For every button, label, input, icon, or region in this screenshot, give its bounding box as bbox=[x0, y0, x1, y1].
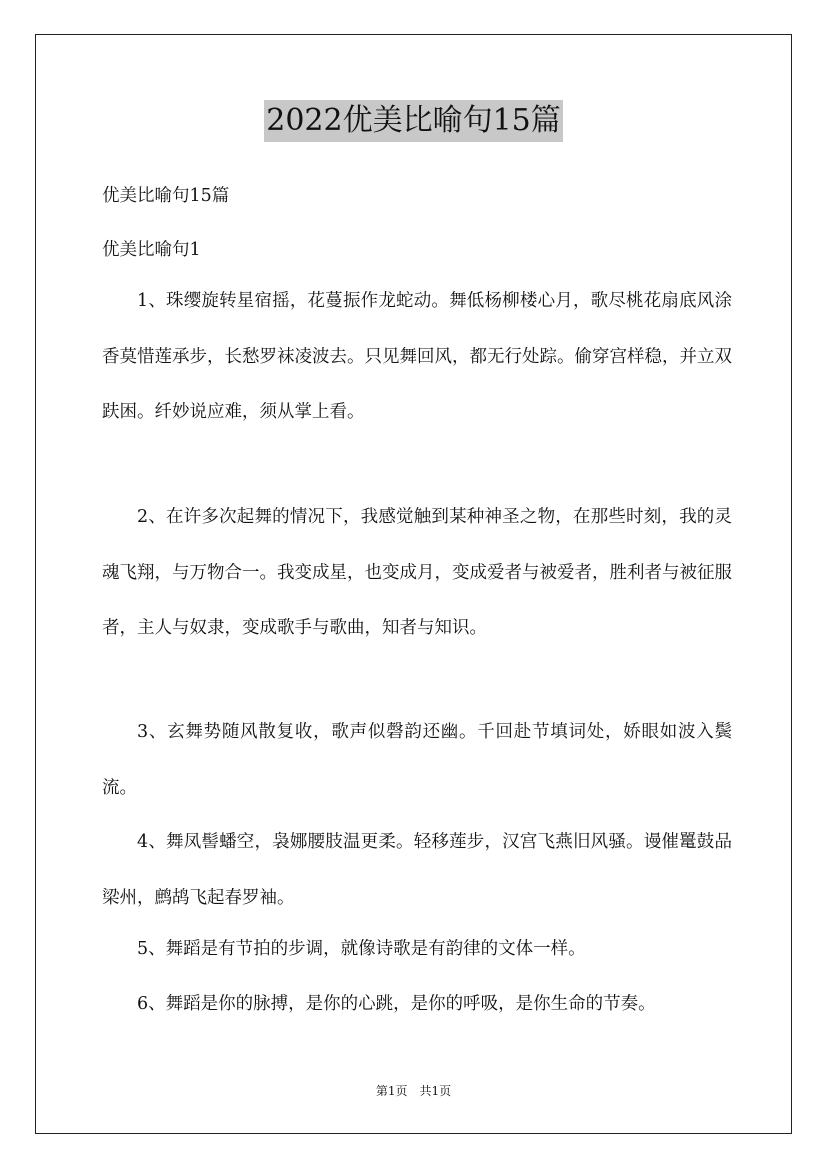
paragraph: 1、珠缨旋转星宿摇，花蔓振作龙蛇动。舞低杨柳楼心月，歌尽桃花扇底风涂香莫惜莲承步，长愁罗袜凌波去。只见舞回风，都无行处踪。偷穿宫样稳，并立双趺困。纤妙说应难，须从掌上看。 bbox=[102, 291, 732, 422]
paragraph: 2、在许多次起舞的情况下，我感觉触到某种神圣之物，在那些时刻，我的灵魂飞翔，与万物合一。我变成星，也变成月，变成爱者与被爱者，胜利者与被征服者，主人与奴隶，变成歌手与歌曲，知者与知识。 bbox=[102, 507, 732, 638]
page-number-footer: 第1页 共1页 bbox=[375, 1084, 452, 1098]
section-heading: 优美比喻句1 bbox=[102, 240, 201, 260]
paragraph: 6、舞蹈是你的脉搏，是你的心跳，是你的呼吸，是你生命的节奏。 bbox=[137, 994, 656, 1014]
document-subtitle: 优美比喻句15篇 bbox=[102, 186, 230, 206]
page-title: 2022优美比喻句15篇 bbox=[264, 100, 563, 142]
title-container bbox=[0, 100, 827, 142]
paragraph: 3、玄舞势随风散复收，歌声似磬韵还幽。千回赴节填词处，娇眼如波入鬓流。 bbox=[102, 722, 732, 798]
paragraph: 5、舞蹈是有节拍的步调，就像诗歌是有韵律的文体一样。 bbox=[137, 939, 586, 959]
paragraph: 4、舞凤髻蟠空，袅娜腰肢温更柔。轻移莲步，汉宫飞燕旧风骚。谩催鼍鼓品梁州，鹧鸪飞起春罗袖。 bbox=[102, 832, 732, 908]
